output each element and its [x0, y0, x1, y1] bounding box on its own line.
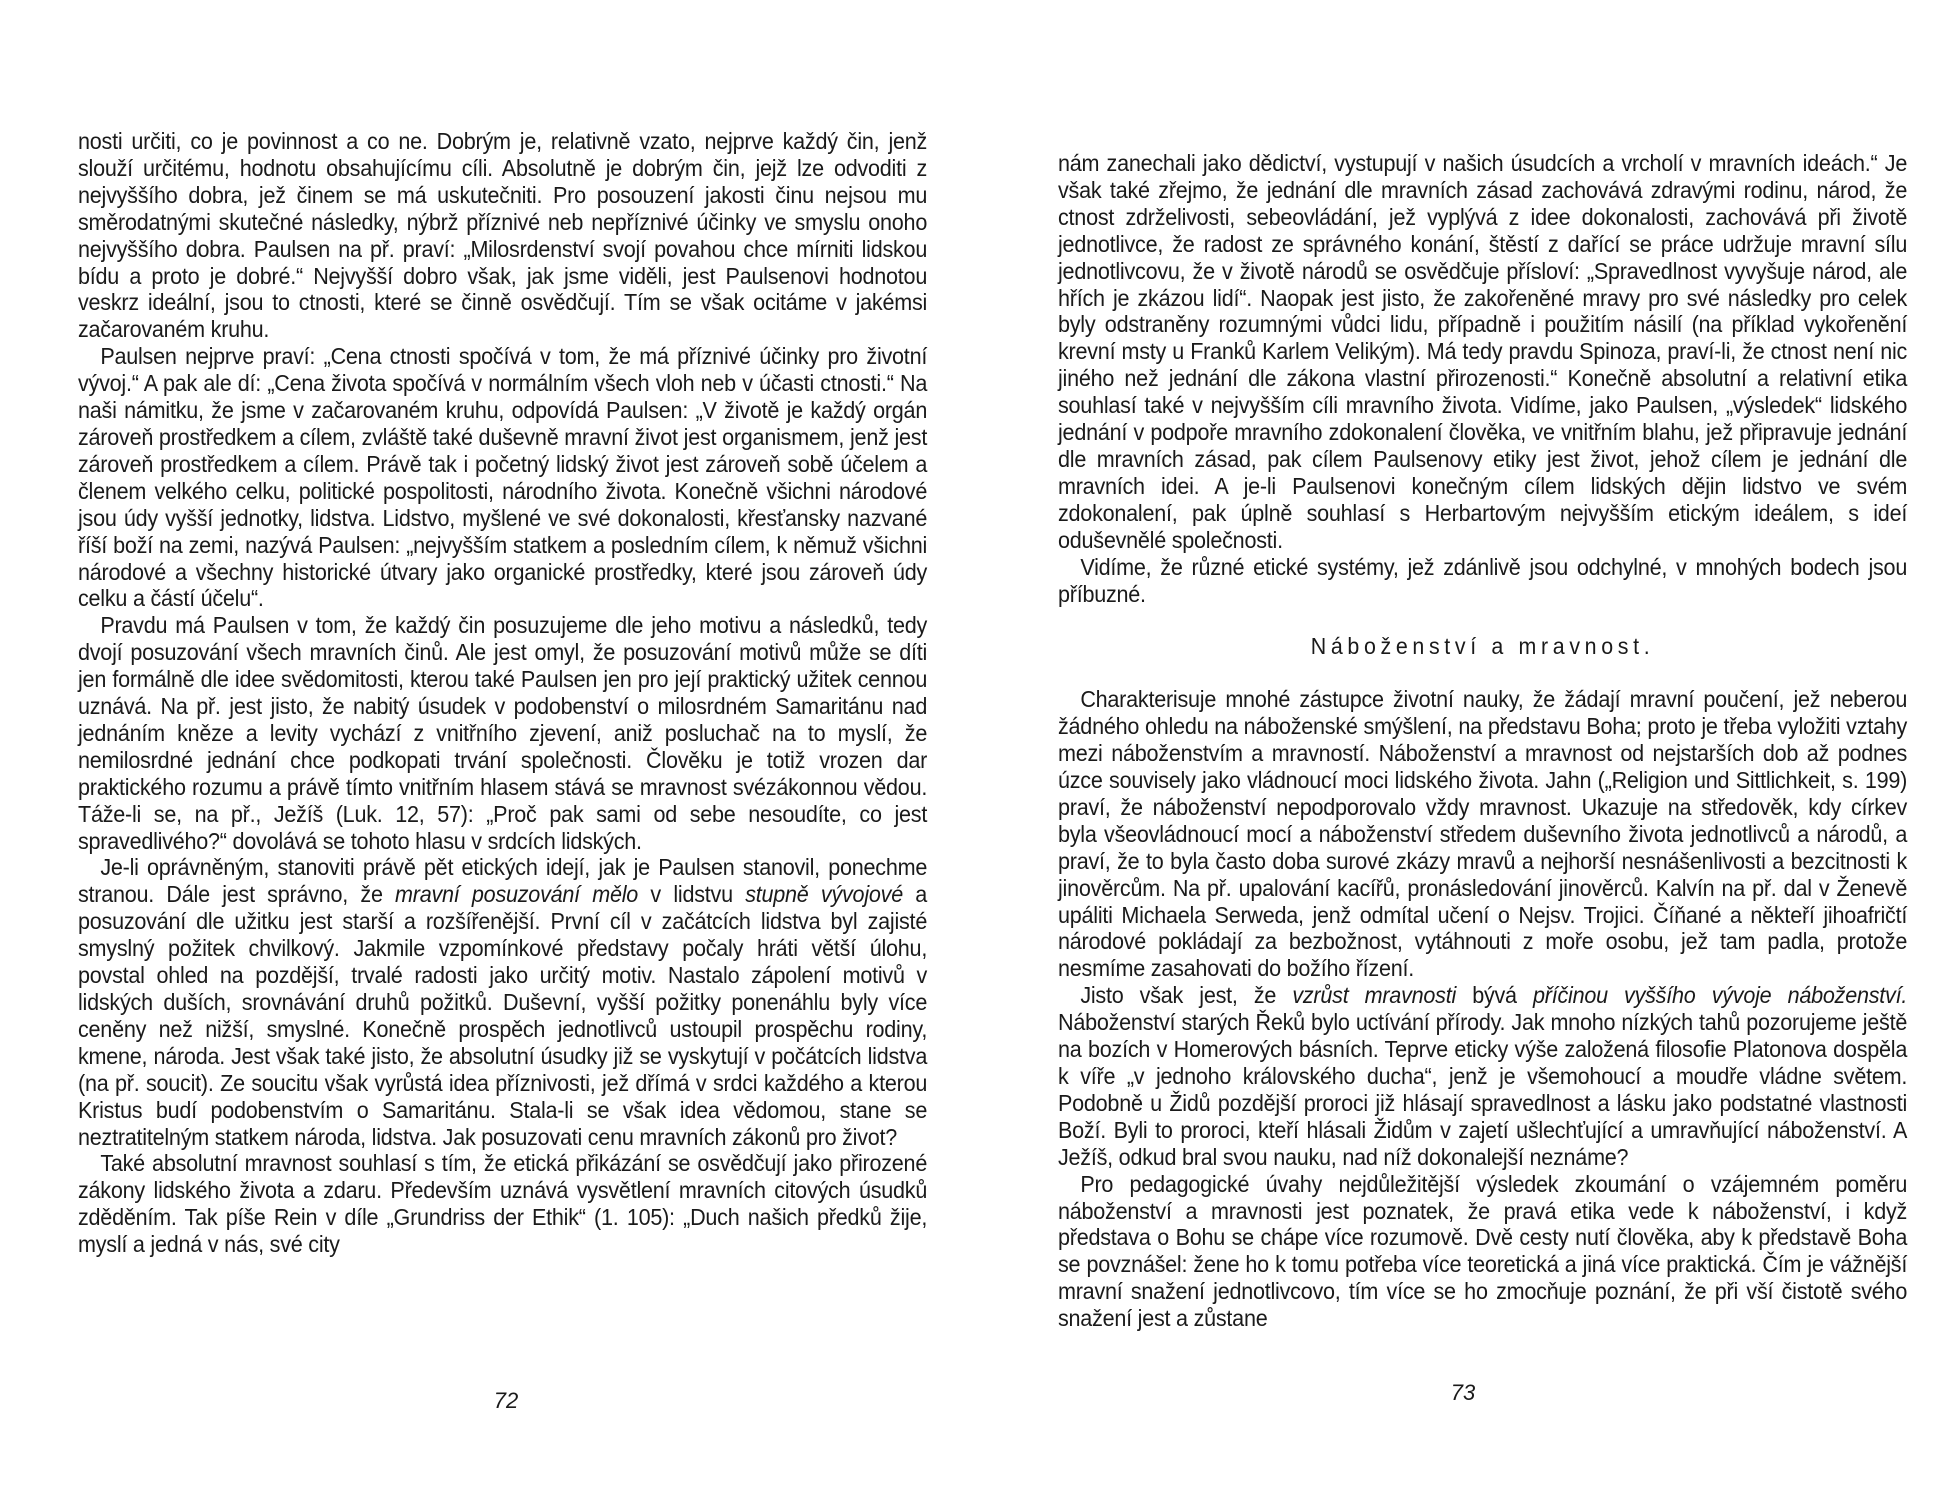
left-page	[78, 0, 928, 1500]
section-heading: Náboženství a mravnost.	[1310, 633, 1655, 660]
paragraph-text: Jisto však jest, že	[1080, 982, 1293, 1009]
emphasis: příčinou vyššího vývoje náboženství.	[1532, 982, 1908, 1009]
paragraph: nosti určiti, co je povinnost a co ne. Dobrým je, relativně vzato, nejprve každý čin, jenž slouží určitému, hodnotu obsahujícímu cíli. Absolutně je dobrým čin, jejž lze odvoditi z nejvyššího dobra, jež činem se má uskutečniti. Pro posouzení jakosti činu nejsou mu směrodatnými skutečné následky, nýbrž příznivé neb nepříznivé účinky ve smyslu onoho nejvyššího dobra. Paulsen na př. praví: „Milosrdenství svojí povahou chce mírniti lidskou bídu a proto je dobré.“ Nejvyšší dobro však, jak jsme viděli, jest Paulsenovi hodnotou veskrz ideální, jsou to ctnosti, které se činně osvědčují. Tím se však ocitáme v jakémsi začarovaném kruhu.	[78, 128, 928, 343]
paragraph-text: bývá	[1456, 982, 1533, 1009]
paragraph: Vidíme, že různé etické systémy, jež zdánlivě jsou odchylné, v mnohých bodech jsou příbuzné.	[1058, 553, 1908, 607]
emphasis: mravní posuzování mělo	[395, 881, 639, 908]
paragraph: Paulsen nejprve praví: „Cena ctnosti spočívá v tom, že má příznivé účinky pro životní vývoj.“ A pak ale dí: „Cena života spočívá v normálním všech vloh neb v účasti ctnosti.“ Na naši námitku, že jsme v začarovaném kruhu, odpovídá Paulsen: „V životě je každý orgán zároveň prostředkem a cílem, zvláště také duševně mravní život jest organismem, jenž jest zároveň prostředkem a cílem. Právě tak i početný lidský život jest zároveň sobě účelem a členem velkého celku, politické pospolitosti, národního života. Konečně všichni národové jsou údy vyšší jednotky, lidstva. Lidstvo, myšlené ve své dokonalosti, křesťansky nazvané říší boží na zemi, nazývá Paulsen: „nejvyšším statkem a posledním cílem, k němuž všichni národové a všechny historické útvary jako organické prostředky, které jsou zároveň údy celku a částí účelu“.	[78, 343, 928, 612]
paragraph: nám zanechali jako dědictví, vystupují v našich úsudcích a vrcholí v mravních ideách.“ Je však také zřejmo, že jednání dle mravních zásad zachovává zdravými rodinu, národ, že ctnost zdrželivosti, sebeovládání, jež vyplývá z idee dokonalosti, zachovává při životě jednotlivce, že radost ze správného konání, štěstí z dařící se práce udržuje mravní sílu jednotlivcovu, že v životě národů se osvědčuje přísloví: „Spravedlnost vyvyšuje národ, ale hřích je zkázou lidí“. Naopak jest jisto, že zakořeněné mravy pro své následky pro celek byly odstraněny rozumnými vůdci lidu, případně i použitím násilí (na příklad vykořenění krevní msty u Franků Karlem Velikým). Má tedy pravdu Spinoza, praví-li, že ctnost není nic jiného než jednání dle zákona vlastní přirozenosti.“ Konečně absolutní a relativní etika souhlasí také v nejvyšším cíli mravního života. Vidíme, jako Paulsen, „výsledek“ lidského jednání v podpoře mravního zdokonalení člověka, ve vnitřním blahu, jež připravuje jednání dle mravních zásad, pak cílem Paulsenovy etiky jest život, jehož cílem je jednání dle mravních idei. A je-li Paulsenovi konečným cílem lidských dějin lidstvo ve svém zdokonalení, pak úplně souhlasí s Herbartovým nejvyšším etickým ideálem, s ideí oduševnělé společnosti.	[1058, 150, 1908, 553]
emphasis: stupně vývojové	[745, 881, 903, 908]
paragraph	[78, 854, 927, 1150]
paragraph-text: Je-li oprávněným, stanoviti právě pět etických idejí, jak je Paulsen stanovil, ponechme stranou. Dále jest správno, že	[78, 854, 928, 908]
paragraph-text: Náboženství starých Řeků bylo uctívání přírody. Jak mnoho nízkých tahů pozorujeme ještě na bozích v Homerových básních. Teprve eticky výše založená filosofie Platonova dospěla k víře „v jednoho královského ducha“, jenž je všemohoucí a moudře vládne světem. Podobně u Židů pozdější proroci již hlásají spravedlnost a lásku jako podstatné vlastnosti Boží. Byli to proroci, kteří hlásali Židům v zajetí ušlechťující a umravňující náboženství. A Ježíš, odkud bral svou nauku, nad níž dokonalejší neznáme?	[1058, 1009, 1908, 1170]
page-number: 72	[493, 1388, 519, 1413]
right-page-text	[1058, 150, 1907, 1332]
right-page	[1058, 0, 1908, 1500]
paragraph-text: a posuzování dle užitku jest starší a rozšířenější. První cíl v začátcích lidstva byl zajisté smyslný požitek chvilkový. Jakmile vzpomínkové představy počaly hráti větší úlohu, povstal ohled na pozdější, trvalé radosti jako určitý motiv. Nastalo zápolení motivů v lidských duších, srovnávání druhů požitků. Duševní, vyšší požitky ponenáhlu byly více ceněny než nižší, smyslné. Konečně prospěch jednotlivců ustoupil prospěchu rodiny, kmene, národa. Jest však také jisto, že absolutní úsudky již se vyskytují v počátcích lidstva (na př. soucit). Ze soucitu však vyrůstá idea příznivosti, jež dřímá v srdci každého a kterou Kristus budí podobenstvím o Samaritánu. Stala-li se však idea vědomou, stane se neztratitelným statkem národa, lidstva. Jak posuzovati cenu mravních zákonů pro život?	[78, 881, 928, 1150]
paragraph: Pravdu má Paulsen v tom, že každý čin posuzujeme dle jeho motivu a následků, tedy dvojí posuzování všech mravních činů. Ale jest omyl, že posuzování motivů může se díti jen formálně dle idee svědomitosti, kterou také Paulsen jen pro její praktický užitek cennou uznává. Na př. jest jisto, že nabitý úsudek v podobenství o milosrdném Samaritánu nad jednáním kněze a levity vychází z vnitřního zjevení, aniž posluchač na to myslí, že nemilosrdné jednání chce podkopati trvání společnosti. Člověku je totiž vrozen dar praktického rozumu a právě tímto vnitřním hlasem stává se mravnost svézákonnou vědou. Táže-li se, na př., Ježíš (Luk. 12, 57): „Proč pak sami od sebe nesoudíte, co jest spravedlivého?“ dovolává se tohoto hlasu v srdcích lidských.	[78, 612, 928, 854]
page-number: 73	[1450, 1380, 1476, 1405]
emphasis: vzrůst mravnosti	[1292, 982, 1457, 1009]
paragraph	[1058, 982, 1907, 1170]
paragraph: Pro pedagogické úvahy nejdůležitější výsledek zkoumání o vzájemném poměru náboženství a mravnosti jest poznatek, že pravá etika vede k náboženství, i když představa o Bohu se chápe více rozumově. Dvě cesty nutí člověka, aby k představě Boha se povznášel: žene ho k tomu potřeba více teoretická a jiná více praktická. Čím je vážnější mravní snažení jednotlivcovo, tím více se ho zmocňuje poznání, že při vší čistotě svého snažení jest a zůstane	[1058, 1170, 1908, 1332]
paragraph: Také absolutní mravnost souhlasí s tím, že etická přikázání se osvědčují jako přirozené zákony lidského života a zdaru. Především uznává vysvětlení mravních citových úsudků zděděním. Tak píše Rein v díle „Grundriss der Ethik“ (1. 105): „Duch našich předků žije, myslí a jedná v nás, své city	[78, 1150, 928, 1258]
paragraph-text: v lidstvu	[638, 881, 746, 908]
left-page-text	[78, 128, 927, 1258]
paragraph: Charakterisuje mnohé zástupce životní nauky, že žádají mravní poučení, jež neberou žádného ohledu na náboženské smýšlení, na představu Boha; proto je třeba vyložiti vztahy mezi náboženstvím a mravností. Náboženství a mravnost od nejstarších dob až podnes úzce souvisely jako vládnoucí moci lidského života. Jahn („Religion und Sittlichkeit, s. 199) praví, že náboženství nepodporovalo vždy mravnost. Ukazuje na středověk, kdy církev byla všeovládnoucí mocí a náboženství středem duševního života jednotlivců a národů, a praví, že to byla často doba surové zkázy mravů a nejhorší nesnášenlivosti a bezcitnosti k jinověrcům. Na př. upalování kacířů, pronásledování jinověrců. Kalvín na př. dal v Ženevě upáliti Michaela Serweda, jenž odmítal učení o Nejsv. Trojici. Číňané a někteří jihoafričtí národové pokládají za bezbožnost, vytáhnouti z moře osobu, jež tam padla, protože nesmíme zasahovati do božího řízení.	[1058, 686, 1908, 982]
